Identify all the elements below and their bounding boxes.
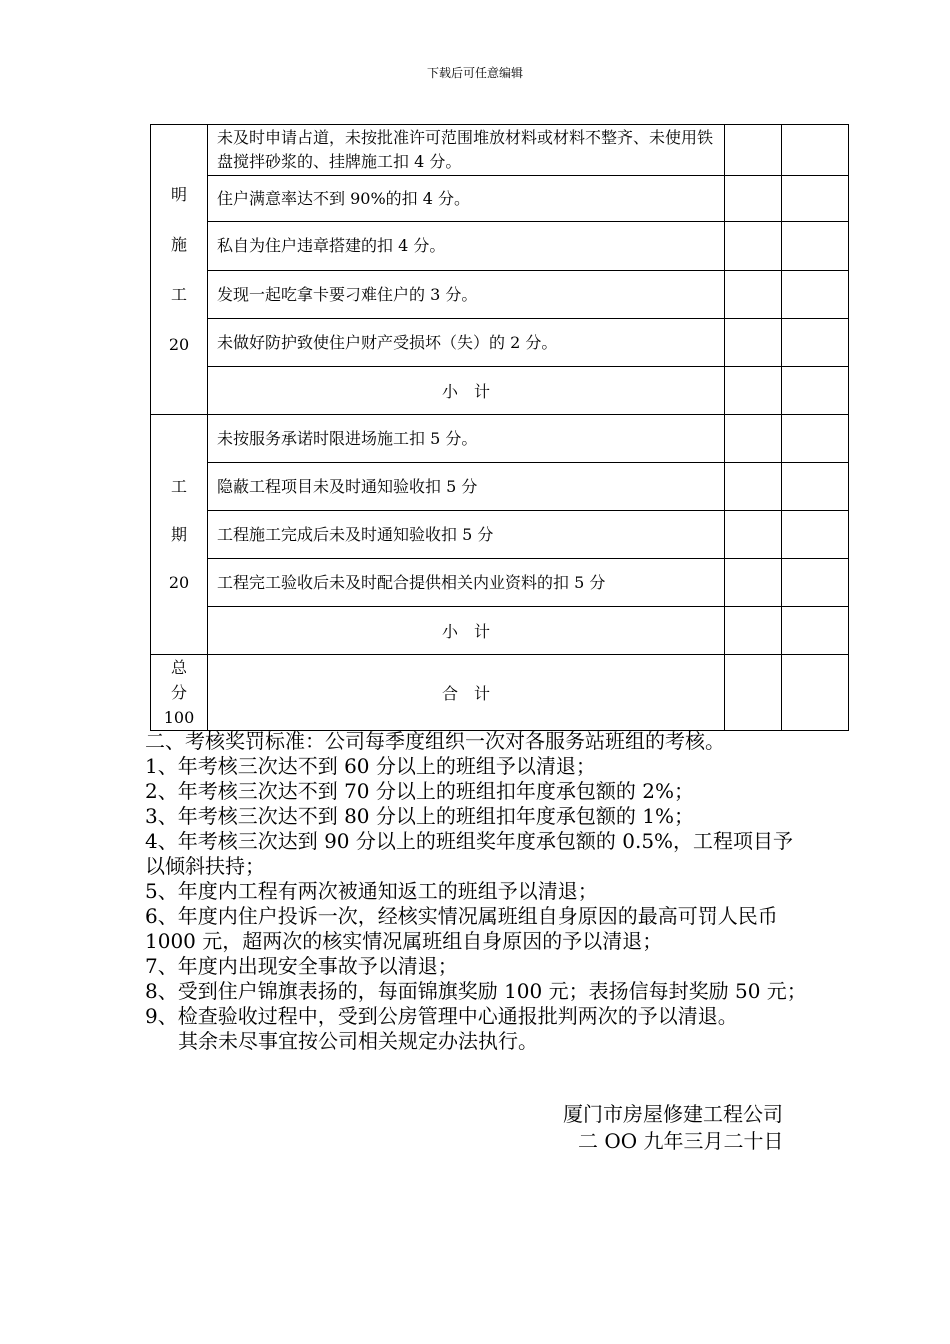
remark-cell (782, 176, 849, 222)
section-label-char: 明 (170, 184, 187, 204)
remark-cell (782, 607, 849, 655)
signature-date: 二 OO 九年三月二十日 (578, 1129, 784, 1153)
grand-total-label: 合 计 (208, 655, 725, 731)
reward-penalty-section (145, 729, 810, 1054)
signature-company: 厦门市房屋修建工程公司 (563, 1102, 783, 1126)
remark-cell (782, 125, 849, 176)
remark-cell (782, 463, 849, 511)
score-cell (725, 415, 782, 463)
remark-cell (782, 655, 849, 731)
score-table (150, 124, 849, 731)
remark-cell (782, 271, 849, 319)
section-label-char: 工 (170, 476, 187, 496)
total-label (151, 655, 208, 731)
criteria-item: 私自为住户违章搭建的扣 4 分。 (208, 222, 725, 271)
score-cell (725, 463, 782, 511)
section-label-score: 20 (168, 572, 190, 592)
total-label-char: 总 (170, 658, 187, 677)
criteria-item: 未及时申请占道，未按批准许可范围堆放材料或材料不整齐、未使用铁盘搅拌砂浆的、挂牌施工扣 4 分。 (208, 125, 725, 176)
score-cell (725, 607, 782, 655)
remark-cell (782, 415, 849, 463)
criteria-item: 隐蔽工程项目未及时通知验收扣 5 分 (208, 463, 725, 511)
rule-item: 5、年度内工程有两次被通知返工的班组予以清退； (145, 879, 598, 903)
remark-cell (782, 367, 849, 415)
rule-item: 8、受到住户锦旗表扬的，每面锦旗奖励 100 元；表扬信每封奖励 50 元； (145, 979, 807, 1003)
section-label-char: 施 (170, 234, 187, 254)
remark-cell (782, 511, 849, 559)
rule-item: 1、年考核三次达不到 60 分以上的班组予以清退； (145, 754, 596, 778)
score-cell (725, 271, 782, 319)
page-header-note: 下载后可任意编辑 (426, 66, 523, 80)
score-cell (725, 655, 782, 731)
remark-cell (782, 319, 849, 367)
rule-item: 2、年考核三次达不到 70 分以上的班组扣年度承包额的 2%； (145, 779, 694, 803)
rule-item: 7、年度内出现安全事故予以清退； (145, 954, 458, 978)
section-label-char: 工 (170, 284, 187, 304)
remark-cell (782, 559, 849, 607)
section-label-char: 期 (170, 524, 187, 544)
score-cell (725, 511, 782, 559)
section-label-schedule (151, 415, 208, 655)
closing-note: 其余未尽事宜按公司相关规定办法执行。 (178, 1029, 538, 1053)
score-cell (725, 176, 782, 222)
rule-item: 3、年考核三次达不到 80 分以上的班组扣年度承包额的 1%； (145, 804, 694, 828)
section-label-construction (151, 125, 208, 415)
criteria-item: 未按服务承诺时限进场施工扣 5 分。 (208, 415, 725, 463)
score-cell (725, 559, 782, 607)
rule-item: 6、年度内住户投诉一次，经核实情况属班组自身原因的最高可罚人民币 1000 元，超两次的核实情况属班组自身原因的予以清退； (145, 904, 778, 953)
criteria-item: 发现一起吃拿卡要刁难住户的 3 分。 (208, 271, 725, 319)
score-cell (725, 319, 782, 367)
total-label-char: 分 (170, 683, 187, 702)
criteria-item: 工程施工完成后未及时通知验收扣 5 分 (208, 511, 725, 559)
rule-item: 4、年考核三次达到 90 分以上的班组奖年度承包额的 0.5%，工程项目予以倾斜扶持； (145, 829, 794, 878)
subtotal-label: 小 计 (208, 607, 725, 655)
subtotal-label: 小 计 (208, 367, 725, 415)
section-label-score: 20 (168, 334, 190, 354)
score-cell (725, 125, 782, 176)
remark-cell (782, 222, 849, 271)
criteria-item: 住户满意率达不到 90%的扣 4 分。 (208, 176, 725, 222)
rule-item: 9、检查验收过程中，受到公房管理中心通报批判两次的予以清退。 (145, 1004, 738, 1028)
section-heading: 二、考核奖罚标准：公司每季度组织一次对各服务站班组的考核。 (145, 729, 725, 753)
score-cell (725, 222, 782, 271)
total-label-score: 100 (163, 708, 195, 727)
criteria-item: 工程完工验收后未及时配合提供相关内业资料的扣 5 分 (208, 559, 725, 607)
criteria-item: 未做好防护致使住户财产受损坏（失）的 2 分。 (208, 319, 725, 367)
score-cell (725, 367, 782, 415)
